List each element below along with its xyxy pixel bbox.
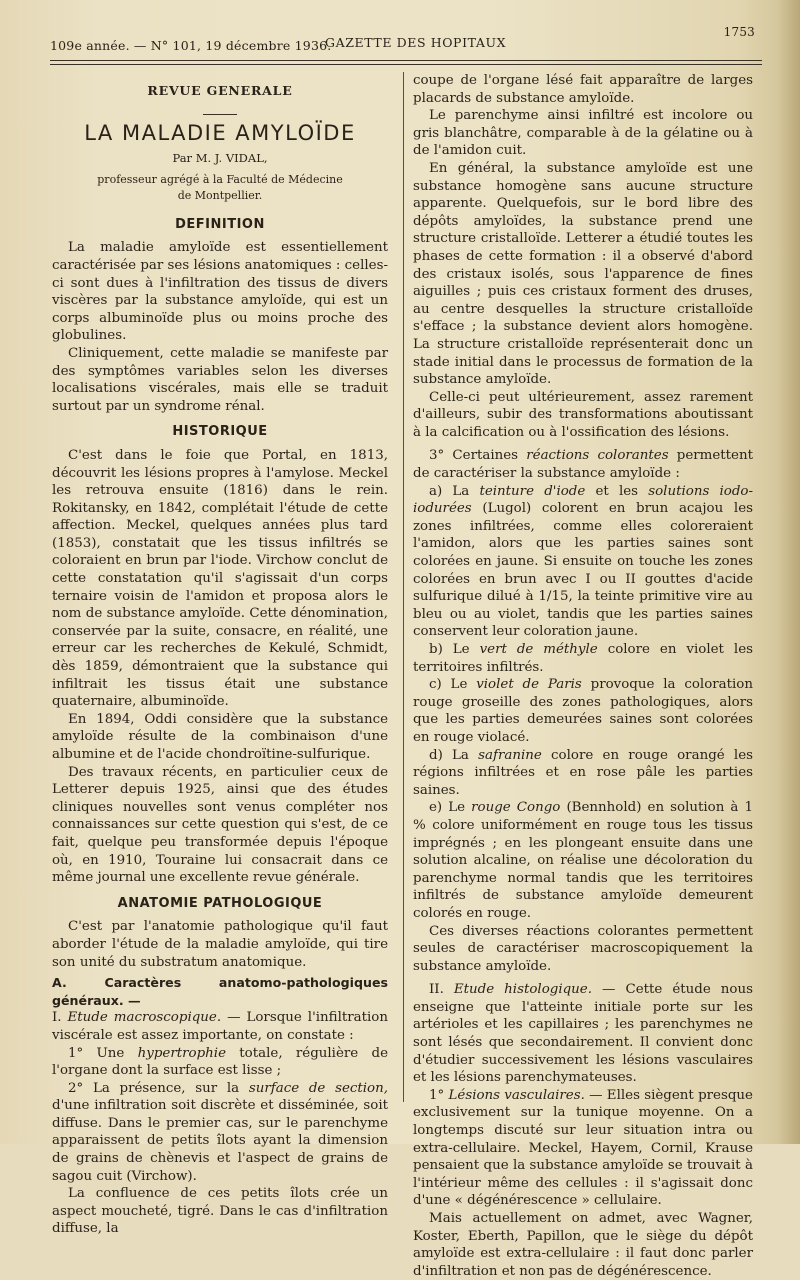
italic-term: vert de méthyle (479, 642, 598, 657)
paragraph: Ces diverses réactions colorantes permettent seules de caractériser macroscopiquement la substance amyloïde. (413, 923, 753, 974)
italic-term: Etude macroscopique. (67, 1010, 222, 1026)
text-run: — Elles siègent presque exclusivement sur la tunique moyenne. On a longtemps discuté sur leur situation intra ou extra-cellulaire. Meckel, Hayem, Cornil, Krause pensaient que la substance amyloïde se trouvait à l'intérieur même des cellules : il s'agissait donc d'une « dégénérescence » cellulaire. (413, 1087, 753, 1209)
text-run: colore en rouge orangé les régions infiltrées et en rose pâle les parties saines. (413, 747, 754, 798)
text-run: 1° (429, 1087, 449, 1103)
paragraph: La confluence de ces petits îlots crée un aspect moucheté, tigré. Dans le cas d'infiltration diffuse, la (52, 1186, 388, 1237)
text-run: e) Le (429, 800, 472, 816)
paragraph (413, 799, 753, 922)
paragraph (413, 641, 753, 676)
paragraph: coupe de l'organe lésé fait apparaître de larges placards de substance amyloïde. (413, 73, 753, 106)
title-rule (203, 114, 237, 115)
text-run: (Bennhold) en solution à 1 % colore uniformément en rouge tous les tissus imprégnés ; en les plongeant ensuite dans une solution alcaline, on réalise une décoloration du parenchyme normal tandis que les territoires infiltrés de substance amyloïde demeurent colorés en rouge. (413, 800, 753, 921)
subheading-caracteres: A. Caractères anatomo-pathologiques généraux. — (52, 975, 388, 1008)
paragraph: Mais actuellement on admet, avec Wagner, Koster, Eberth, Papillon, que le siège du dépôt amyloïde est extra-cellulaire : il faut donc parler d'infiltration et non pas de dégénérescence. (413, 1211, 753, 1279)
page-edge-shadow (778, 0, 800, 1144)
affiliation-line-2: de Montpellier. (177, 188, 263, 202)
paragraph: C'est dans le foie que Portal, en 1813, découvrit les lésions propres à l'amylose. Meckel les retrouva ensuite (1816) dans le rein. Rokitansky, en 1842, complétait l'étude de cette affection. Meckel, quelques années plus tard (1853), constatait que les tissus infiltrés se coloraient en brun par l'iode. Virchow conclut de cette constatation qu'il s'agissait d'un corps ternaire voisin de l'amidon et proposa alors le nom de substance amyloïde. Cette dénomination, conservée par la suite, consacre, en réalité, une erreur car les recherches de Kekulé, Schmidt, dès 1859, démontraient que la substance qui infiltrait les tissus était une substance quaternaire, albuminoïde. (52, 447, 388, 710)
paragraph (52, 1080, 388, 1186)
paragraph: Cliniquement, cette maladie se manifeste par des symptômes variables selon les diverses localisations viscérales, mais elle se traduit surtout par un syndrome rénal. (52, 345, 388, 414)
affiliation-line-1: professeur agrégé à la Faculté de Médecine (97, 172, 343, 186)
paragraph: Celle-ci peut ultérieurement, assez rarement d'ailleurs, subir des transformations aboutissant à la calcification ou à l'ossification des lésions. (413, 389, 753, 440)
paragraph: Le parenchyme ainsi infiltré est incolore ou gris blanchâtre, comparable à de la gélatine ou à de l'amidon cuit. (413, 108, 753, 159)
author-line: Par M. J. VIDAL, (172, 151, 268, 166)
text-run: d'une infiltration soit discrète et disséminée, soit diffuse. Dans le premier cas, sur le parenchyme apparaissent de petits îlots ayant la dimension de grains de chènevis et l'aspect de grains de sagou cuit (Virchow). (52, 1098, 388, 1184)
heading-historique: HISTORIQUE (172, 424, 268, 440)
heading-definition: DEFINITION (175, 216, 265, 232)
paragraph (413, 483, 753, 641)
paragraph: Des travaux récents, en particulier ceux de Letterer depuis 1925, ainsi que des études cliniques nouvelles sont venus compléter nos connaissances sur cette question qui s'est, de ce fait, quelque peu transformée depuis l'époque où, en 1910, Touraine lui consacrait dans ce même journal une excellente revue générale. (52, 764, 388, 886)
article-title: LA MALADIE AMYLOÏDE (84, 120, 356, 145)
paragraph: C'est par l'anatomie pathologique qu'il faut aborder l'étude de la maladie amyloïde, qui tire son unité du substratum anatomique. (52, 919, 388, 970)
text-run: colore en violet les territoires infiltrés. (413, 642, 753, 675)
author-affiliation (52, 172, 388, 204)
text-run: provoque la coloration rouge groseille des zones pathologiques, alors que les parties demeurées saines sont colorées en rouge violacé. (413, 677, 753, 745)
right-column (413, 72, 753, 1280)
paragraph: En 1894, Oddi considère que la substance amyloïde résulte de la combinaison d'une albumine et de l'acide chondroïtine-sulfurique. (52, 711, 388, 762)
italic-term: surface de section, (248, 1080, 388, 1096)
header-rule-thick (50, 60, 762, 61)
paragraph (413, 981, 753, 1087)
journal-name: GAZETTE DES HOPITAUX (325, 35, 507, 50)
text-run: (Lugol) colorent en brun acajou les zones infiltrées, comme elles coloreraient l'amidon, alors que les parties saines sont colorées en jaune. Si ensuite on touche les zones colorées en brun avec I ou II gouttes d'acide sulfurique dilué à 1/15, la teinte primitive vire au bleu ou au violet, tandis que les parties saines conservent leur coloration jaune. (413, 501, 753, 640)
running-header (50, 25, 755, 58)
text-run: II. (429, 982, 454, 998)
paragraph (413, 676, 753, 746)
italic-term: teinture d'iode (479, 483, 586, 499)
paragraph: En général, la substance amyloïde est une substance homogène sans aucune structure apparente. Quelquefois, sur le bord libre des dépôts amyloïdes, la substance prend une structure cristalloïde. Letterer a étudié toutes les phases de cette formation : il a observé d'abord des cristaux isolés, sous l'apparence de fines aiguilles ; puis ces cristaux forment des druses, au centre desquelles la structure cristalloïde s'efface ; la substance devient alors homogène. La structure cristalloïde représenterait donc un stade initial dans le processus de formation de la substance amyloïde. (413, 160, 753, 388)
italic-term: violet de Paris (476, 677, 582, 693)
text-run: d) La (429, 747, 479, 763)
italic-term: solutions iodo-iodurées (413, 483, 753, 517)
text-run: b) Le (429, 642, 480, 657)
issue-info: 109e année. — N° 101, 19 décembre 1936. (50, 38, 332, 53)
paragraph (413, 747, 753, 800)
text-run: totale, régulière de l'organe dont la surface est lisse ; (52, 1045, 389, 1079)
text-run: a) La (429, 483, 480, 499)
paragraph: La maladie amyloïde est essentiellement caractérisée par ses lésions anatomiques : celles-ci sont dues à l'infiltration des tissus de divers viscères par la substance amyloïde, qui est un corps albuminoïde plus ou moins proche des globulines. (52, 240, 388, 344)
text-run: 1° Une (68, 1045, 138, 1061)
text-run: — Cette étude nous enseigne que l'atteinte initiale porte sur les artérioles et les capillaires ; les parenchymes ne sont lésés que secondairement. Il convient donc d'étudier successivement les lésions vasculaires et les lésions parenchymateuses. (413, 982, 753, 1086)
page-number: 1753 (723, 25, 755, 39)
left-column (52, 72, 388, 1238)
paragraph (413, 1087, 753, 1210)
text-run: 2° La présence, sur la (68, 1080, 249, 1096)
text-run: permettent de caractériser la substance amyloïde : (413, 448, 753, 482)
paragraph (52, 1045, 388, 1080)
text-run: — Lorsque l'infiltration viscérale est assez importante, on constate : (52, 1010, 388, 1043)
text-run: I. (52, 1010, 68, 1026)
text-run: 3° Certaines (429, 448, 527, 464)
column-separator (403, 72, 404, 1102)
paragraph (52, 1009, 388, 1044)
italic-term: Lésions vasculaires. (448, 1087, 585, 1103)
section-label: REVUE GENERALE (147, 83, 293, 98)
italic-term: rouge Congo (471, 800, 561, 816)
text-run: c) Le (429, 677, 477, 693)
paragraph (413, 447, 753, 482)
header-rule-thin (50, 64, 762, 65)
italic-term: réactions colorantes (526, 448, 669, 464)
italic-term: safranine (478, 747, 542, 763)
heading-anatomie-pathologique: ANATOMIE PATHOLOGIQUE (117, 895, 323, 911)
italic-term: Etude histologique. (453, 982, 592, 998)
text-run: et les (585, 483, 649, 499)
italic-term: hypertrophie (137, 1045, 226, 1061)
